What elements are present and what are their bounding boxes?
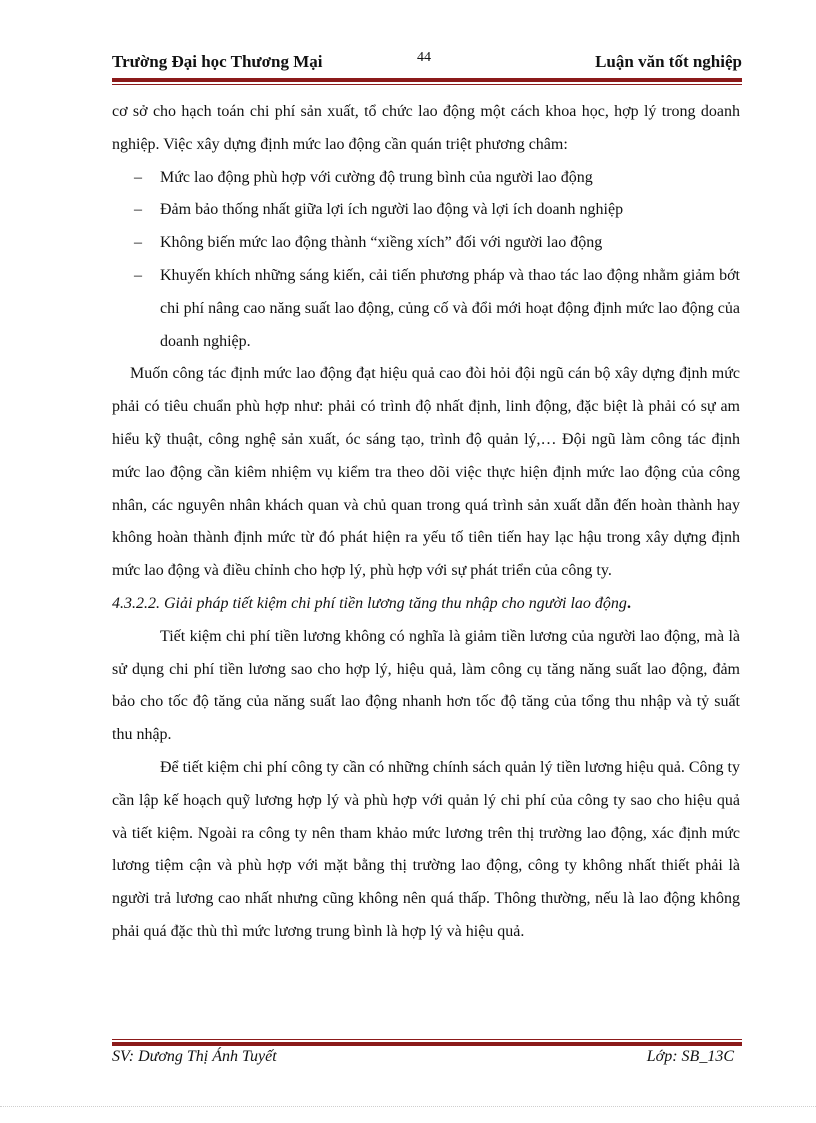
header-school: Trường Đại học Thương Mại bbox=[112, 52, 323, 71]
header-rule-thick bbox=[112, 78, 742, 82]
paragraph-4: Để tiết kiệm chi phí công ty cần có những chính sách quản lý tiền lương hiệu quả. Công ty cần lập kế hoạch quỹ lương hợp lý và phù hợp với quản lý chi phí của công ty sao cho hiệu quả và tiết kiệm. Ngoài ra công ty nên tham khảo mức lương trên thị trường lao động, xác định mức lương tiệm cận và phù hợp với mặt bằng thị trường lao động, công ty không nhất thiết phải là người trả lương cao nhất nhưng cũng không nên quá thấp. Thông thường, nếu là lao động không phải quá đặc thù thì mức lương trung bình là hợp lý và hiệu quả. bbox=[112, 758, 740, 940]
subheading-text: 4.3.2.2. Giải pháp tiết kiệm chi phí tiền lương tăng thu nhập cho người lao động bbox=[112, 594, 627, 612]
bullet-dash: – bbox=[134, 201, 142, 219]
page-footer bbox=[112, 1048, 742, 1072]
footer-class: Lớp: SB_13C bbox=[646, 1048, 734, 1065]
header-thesis: Luận văn tốt nghiệp bbox=[595, 52, 742, 71]
footer-rule-thick bbox=[112, 1042, 742, 1046]
bullet-dash: – bbox=[134, 168, 142, 186]
bullet-text: Không biến mức lao động thành “xiềng xích” đối với người lao động bbox=[160, 234, 603, 252]
page-header bbox=[112, 50, 742, 76]
bullet-dash: – bbox=[134, 266, 142, 284]
page-body bbox=[112, 96, 740, 949]
paragraph-2: Muốn công tác định mức lao động đạt hiệu quả cao đòi hỏi đội ngũ cán bộ xây dựng định mức phải có tiêu chuẩn phù hợp như: phải có trình độ nhất định, linh động, đặc biệt là phải có sự am hiểu kỹ thuật, công nghệ sản xuất, óc sáng tạo, trình độ quản lý,… Đội ngũ làm công tác định mức lao động cần kiêm nhiệm vụ kiểm tra theo dõi việc thực hiện định mức lao động của công nhân, các nguyên nhân khách quan và chủ quan trong quá trình sản xuất dẫn đến hoàn thành hay không hoàn thành định mức từ đó phát hiện ra yếu tố tiên tiến hay lạc hậu trong xây dựng định mức lao động và điều chỉnh cho hợp lý, phù hợp với sự phát triển của công ty. bbox=[112, 365, 740, 580]
bullet-text: Khuyến khích những sáng kiến, cải tiến phương pháp và thao tác lao động nhằm giảm bớt chi phí nâng cao năng suất lao động, củng cố và đổi mới hoạt động định mức lao động của doanh nghiệp. bbox=[160, 266, 740, 350]
footer-rule-thin bbox=[112, 1039, 742, 1040]
paragraph-3: Tiết kiệm chi phí tiền lương không có nghĩa là giảm tiền lương của người lao động, mà là sử dụng chi phí tiền lương sao cho hợp lý, hiệu quả, làm công cụ tăng năng suất lao động, đảm bảo cho tốc độ tăng của năng suất lao động nhanh hơn tốc độ tăng của tổng thu nhập và tỷ suất thu nhập. bbox=[112, 627, 740, 744]
bullet-text: Đảm bảo thống nhất giữa lợi ích người lao động và lợi ích doanh nghiệp bbox=[160, 201, 624, 219]
bullet-dash: – bbox=[134, 234, 142, 252]
paragraph-1: cơ sở cho hạch toán chi phí sản xuất, tổ chức lao động một cách khoa học, hợp lý trong doanh nghiệp. Việc xây dựng định mức lao động cần quán triệt phương châm: bbox=[112, 103, 740, 153]
bullet-text: Mức lao động phù hợp với cường độ trung bình của người lao động bbox=[160, 168, 593, 186]
bullet-item bbox=[112, 260, 740, 358]
bullet-item bbox=[112, 162, 740, 195]
page-edge-divider bbox=[0, 1106, 816, 1107]
section-subheading bbox=[112, 588, 740, 621]
bullet-list bbox=[112, 162, 740, 359]
subheading-period: . bbox=[626, 594, 631, 612]
bullet-item bbox=[112, 194, 740, 227]
header-rule-thin bbox=[112, 84, 742, 85]
page-number: 44 bbox=[417, 50, 431, 65]
bullet-item bbox=[112, 227, 740, 260]
footer-student: SV: Dương Thị Ánh Tuyết bbox=[112, 1048, 277, 1065]
